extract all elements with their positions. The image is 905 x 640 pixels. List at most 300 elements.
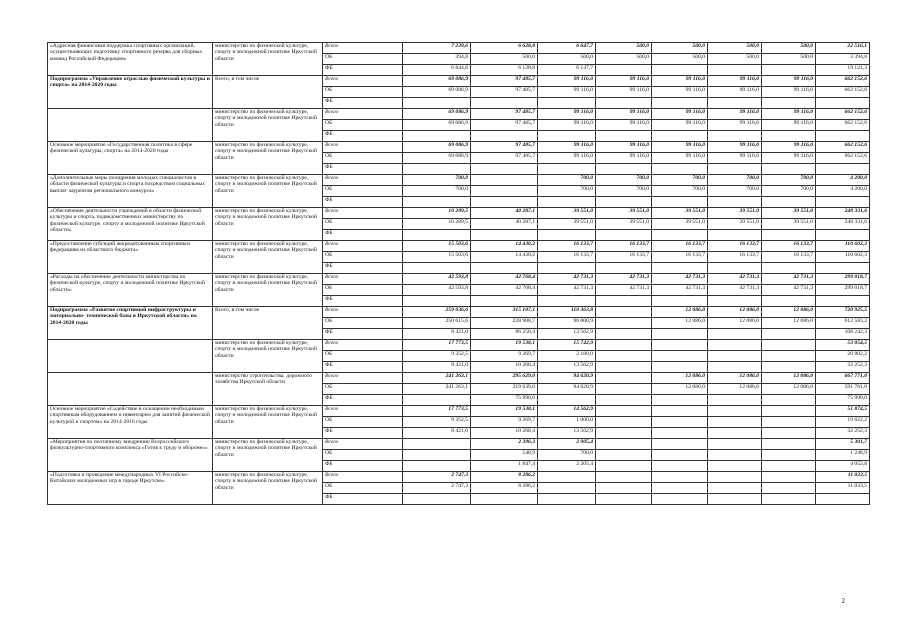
item-name-cell: «Адресная финансовая поддержка спортивных организаций, осуществляющих подготовку спортивного резерва для сборных команд Российской Федерации»	[48, 43, 213, 76]
year-amount-cell	[596, 406, 652, 417]
year-amount-cell: 99 116,0	[652, 120, 708, 131]
year-amount-cell: 99 116,0	[538, 87, 596, 98]
executor-cell: министерство по физической культуре, спорту и молодежной политике Иркутской области	[213, 274, 323, 307]
year-amount-cell: 99 116,0	[652, 76, 708, 87]
year-amount-cell	[596, 98, 652, 109]
year-amount-cell: 15 742,9	[538, 340, 596, 351]
year-amount-cell: 14 430,2	[471, 241, 538, 252]
funding-source-cell: Всего	[323, 472, 403, 483]
year-amount-cell: 700,0	[652, 175, 708, 186]
year-amount-cell: 42 768,4	[471, 274, 538, 285]
year-amount-cell: 6 647,7	[538, 43, 596, 54]
year-amount-cell	[596, 384, 652, 395]
year-amount-cell	[596, 450, 652, 461]
year-amount-cell: 6 128,8	[471, 65, 538, 76]
funding-source-cell: ФБ	[323, 461, 403, 472]
year-amount-cell: 42 731,3	[538, 285, 596, 296]
year-amount-cell: 16 133,7	[708, 241, 762, 252]
funding-source-cell: ОБ	[323, 120, 403, 131]
funding-source-cell: ФБ	[323, 65, 403, 76]
year-amount-cell	[652, 351, 708, 362]
year-amount-cell: 14 430,2	[471, 252, 538, 263]
funding-source-cell: ФБ	[323, 131, 403, 142]
total-amount-cell	[816, 230, 870, 241]
table-row	[48, 208, 870, 219]
year-amount-cell	[762, 439, 816, 450]
funding-source-cell: ОБ	[323, 384, 403, 395]
year-amount-cell: 700,0	[596, 175, 652, 186]
year-amount-cell: 99 116,0	[596, 120, 652, 131]
year-amount-cell	[762, 131, 816, 142]
year-amount-cell	[652, 197, 708, 208]
year-amount-cell	[762, 362, 816, 373]
total-amount-cell: 4 200,0	[816, 175, 870, 186]
year-amount-cell	[708, 164, 762, 175]
year-amount-cell: 99 116,0	[762, 87, 816, 98]
year-amount-cell	[762, 406, 816, 417]
year-amount-cell: 94 620,9	[538, 373, 596, 384]
year-amount-cell: 42 768,4	[471, 285, 538, 296]
year-amount-cell: 86 258,4	[471, 329, 538, 340]
year-amount-cell: 700,0	[403, 175, 471, 186]
item-name-cell	[48, 340, 213, 373]
year-amount-cell: 700,0	[708, 175, 762, 186]
year-amount-cell	[471, 296, 538, 307]
year-amount-cell: 10 268,4	[471, 362, 538, 373]
year-amount-cell	[708, 461, 762, 472]
year-amount-cell: 17 773,5	[403, 340, 471, 351]
total-amount-cell: 662 152,6	[816, 120, 870, 131]
year-amount-cell: 99 116,0	[652, 109, 708, 120]
year-amount-cell	[652, 340, 708, 351]
year-amount-cell: 16 133,7	[652, 241, 708, 252]
year-amount-cell: 10 289,5	[403, 208, 471, 219]
year-amount-cell	[652, 362, 708, 373]
executor-cell: министерство по физической культуре, спорту и молодежной политике Иркутской области	[213, 472, 323, 505]
year-amount-cell: 700,0	[652, 186, 708, 197]
funding-source-cell: ФБ	[323, 296, 403, 307]
year-amount-cell: 394,8	[403, 54, 471, 65]
table-row	[48, 274, 870, 285]
year-amount-cell	[471, 197, 538, 208]
total-amount-cell: 3 394,8	[816, 54, 870, 65]
year-amount-cell	[708, 450, 762, 461]
total-amount-cell: 662 152,6	[816, 87, 870, 98]
year-amount-cell: 6 628,8	[471, 43, 538, 54]
item-name-cell: «Предоставление субсидий аккредитованным спортивным федерациям из областного бюджета»	[48, 241, 213, 274]
year-amount-cell	[403, 439, 471, 450]
year-amount-cell	[708, 296, 762, 307]
year-amount-cell	[596, 263, 652, 274]
total-amount-cell: 1 248,9	[816, 450, 870, 461]
year-amount-cell	[538, 230, 596, 241]
year-amount-cell: 99 116,0	[538, 76, 596, 87]
table-row	[48, 175, 870, 186]
year-amount-cell: 8 421,0	[403, 428, 471, 439]
year-amount-cell: 99 116,0	[762, 120, 816, 131]
year-amount-cell	[596, 362, 652, 373]
year-amount-cell	[596, 197, 652, 208]
total-amount-cell	[816, 197, 870, 208]
total-amount-cell: 662 152,6	[816, 109, 870, 120]
year-amount-cell	[652, 417, 708, 428]
year-amount-cell: 39 551,0	[762, 208, 816, 219]
total-amount-cell: 662 152,6	[816, 153, 870, 164]
year-amount-cell	[596, 296, 652, 307]
table-row	[48, 340, 870, 351]
year-amount-cell: 40 287,1	[471, 219, 538, 230]
total-amount-cell: 299 018,7	[816, 285, 870, 296]
year-amount-cell	[652, 65, 708, 76]
year-amount-cell: 13 562,9	[538, 329, 596, 340]
item-name-cell: Подпрограмма «Управление отраслью физической культуры и спорта» на 2014-2020 годы	[48, 76, 213, 109]
year-amount-cell: 17 773,5	[403, 406, 471, 417]
year-amount-cell: 97 485,7	[471, 142, 538, 153]
year-amount-cell	[471, 175, 538, 186]
table-row	[48, 142, 870, 153]
item-name-cell: «Расходы на обеспечение деятельности министерства по физической культуре, спорту и молодежной политике Иркутской области»	[48, 274, 213, 307]
year-amount-cell: 99 116,0	[762, 142, 816, 153]
total-amount-cell: 612 583,2	[816, 318, 870, 329]
year-amount-cell: 40 287,1	[471, 208, 538, 219]
year-amount-cell	[403, 296, 471, 307]
year-amount-cell: 2 747,3	[403, 483, 471, 494]
year-amount-cell: 12 086,0	[652, 373, 708, 384]
year-amount-cell	[596, 307, 652, 318]
budget-table-body	[48, 43, 870, 505]
year-amount-cell: 99 116,0	[652, 153, 708, 164]
funding-source-cell: ФБ	[323, 329, 403, 340]
year-amount-cell	[708, 340, 762, 351]
year-amount-cell: 10 268,4	[471, 428, 538, 439]
year-amount-cell: 97 485,7	[471, 76, 538, 87]
funding-source-cell: ОБ	[323, 483, 403, 494]
total-amount-cell: 11 033,5	[816, 483, 870, 494]
year-amount-cell	[762, 450, 816, 461]
year-amount-cell: 500,0	[708, 54, 762, 65]
year-amount-cell: 39 551,0	[538, 219, 596, 230]
total-amount-cell: 108 242,3	[816, 329, 870, 340]
year-amount-cell: 99 116,0	[596, 142, 652, 153]
funding-source-cell: ОБ	[323, 450, 403, 461]
year-amount-cell	[596, 131, 652, 142]
year-amount-cell: 700,0	[708, 186, 762, 197]
year-amount-cell: 99 116,0	[708, 109, 762, 120]
executor-cell: Всего, в том числе	[213, 76, 323, 109]
year-amount-cell: 39 551,0	[708, 208, 762, 219]
year-amount-cell: 700,0	[538, 186, 596, 197]
funding-source-cell: ОБ	[323, 186, 403, 197]
total-amount-cell: 22 516,1	[816, 43, 870, 54]
year-amount-cell	[538, 131, 596, 142]
item-name-cell: «Обеспечение деятельности учреждений в области физической культуры и спорта, подведомственных министерству по физической культуре, спорту и молодежной политике Иркутской области»	[48, 208, 213, 241]
year-amount-cell	[708, 230, 762, 241]
total-amount-cell	[816, 296, 870, 307]
year-amount-cell: 16 133,7	[762, 252, 816, 263]
table-row	[48, 406, 870, 417]
year-amount-cell	[652, 131, 708, 142]
table-row	[48, 241, 870, 252]
year-amount-cell: 500,0	[471, 54, 538, 65]
year-amount-cell	[652, 164, 708, 175]
year-amount-cell: 99 116,0	[708, 87, 762, 98]
year-amount-cell: 97 485,7	[471, 153, 538, 164]
year-amount-cell: 42 731,3	[596, 285, 652, 296]
year-amount-cell: 39 551,0	[596, 208, 652, 219]
funding-source-cell: ФБ	[323, 164, 403, 175]
funding-source-cell: Всего	[323, 43, 403, 54]
year-amount-cell: 42 593,8	[403, 274, 471, 285]
year-amount-cell: 39 551,0	[538, 208, 596, 219]
year-amount-cell	[652, 329, 708, 340]
year-amount-cell	[596, 417, 652, 428]
total-amount-cell: 20 802,2	[816, 351, 870, 362]
year-amount-cell	[596, 483, 652, 494]
year-amount-cell	[652, 98, 708, 109]
funding-source-cell: ОБ	[323, 87, 403, 98]
funding-source-cell: ОБ	[323, 351, 403, 362]
year-amount-cell: 1 847,4	[471, 461, 538, 472]
year-amount-cell: 99 116,0	[708, 142, 762, 153]
year-amount-cell	[652, 296, 708, 307]
year-amount-cell	[762, 98, 816, 109]
year-amount-cell: 12 086,0	[762, 384, 816, 395]
year-amount-cell	[762, 472, 816, 483]
year-amount-cell	[538, 197, 596, 208]
total-amount-cell: 4 200,0	[816, 186, 870, 197]
year-amount-cell: 99 116,0	[762, 153, 816, 164]
year-amount-cell	[708, 263, 762, 274]
year-amount-cell	[538, 494, 596, 505]
year-amount-cell	[762, 494, 816, 505]
total-amount-cell: 110 602,3	[816, 241, 870, 252]
total-amount-cell: 720 925,5	[816, 307, 870, 318]
year-amount-cell	[708, 494, 762, 505]
year-amount-cell: 700,0	[596, 186, 652, 197]
year-amount-cell: 99 116,0	[538, 153, 596, 164]
year-amount-cell	[762, 351, 816, 362]
year-amount-cell	[538, 472, 596, 483]
year-amount-cell: 12 086,0	[762, 318, 816, 329]
year-amount-cell	[471, 164, 538, 175]
year-amount-cell	[471, 230, 538, 241]
total-amount-cell: 591 781,0	[816, 384, 870, 395]
year-amount-cell: 42 731,3	[762, 274, 816, 285]
year-amount-cell	[708, 65, 762, 76]
year-amount-cell: 16 133,7	[762, 241, 816, 252]
year-amount-cell: 12 086,0	[652, 384, 708, 395]
funding-source-cell: Всего	[323, 76, 403, 87]
year-amount-cell	[762, 329, 816, 340]
year-amount-cell: 548,9	[471, 450, 538, 461]
total-amount-cell: 19 121,3	[816, 65, 870, 76]
year-amount-cell: 12 086,0	[762, 373, 816, 384]
year-amount-cell	[708, 428, 762, 439]
year-amount-cell: 99 116,0	[762, 109, 816, 120]
year-amount-cell: 16 133,7	[708, 252, 762, 263]
year-amount-cell: 14 562,9	[538, 406, 596, 417]
item-name-cell	[48, 109, 213, 142]
funding-source-cell: ОБ	[323, 417, 403, 428]
year-amount-cell	[708, 483, 762, 494]
year-amount-cell: 16 133,7	[538, 241, 596, 252]
year-amount-cell	[403, 98, 471, 109]
year-amount-cell	[762, 197, 816, 208]
year-amount-cell: 9 269,7	[471, 417, 538, 428]
executor-cell: министерство по физической культуре, спорту и молодежной политике Иркутской области	[213, 439, 323, 472]
year-amount-cell: 16 133,7	[596, 241, 652, 252]
item-name-cell: Основное мероприятие «Государственная политика в сфере физической культуры, спорта» на 2014-2020 годы	[48, 142, 213, 175]
total-amount-cell: 248 331,6	[816, 208, 870, 219]
year-amount-cell: 97 485,7	[471, 87, 538, 98]
year-amount-cell	[538, 483, 596, 494]
year-amount-cell	[596, 494, 652, 505]
year-amount-cell: 16 133,7	[596, 252, 652, 263]
funding-source-cell: ОБ	[323, 153, 403, 164]
year-amount-cell: 42 731,3	[762, 285, 816, 296]
year-amount-cell	[708, 417, 762, 428]
year-amount-cell	[762, 395, 816, 406]
funding-source-cell: ОБ	[323, 285, 403, 296]
funding-source-cell: Всего	[323, 142, 403, 153]
year-amount-cell	[596, 439, 652, 450]
year-amount-cell: 94 620,9	[538, 384, 596, 395]
item-name-cell: Подпрограмма «Развитие спортивной инфраструктуры и материально- технической базы в Иркутской области» на 2014-2020 годы	[48, 307, 213, 340]
year-amount-cell: 42 731,3	[708, 285, 762, 296]
year-amount-cell: 99 116,0	[596, 109, 652, 120]
table-row	[48, 76, 870, 87]
item-name-cell	[48, 373, 213, 406]
funding-source-cell: Всего	[323, 208, 403, 219]
total-amount-cell: 662 152,6	[816, 142, 870, 153]
year-amount-cell: 16 133,7	[652, 252, 708, 263]
year-amount-cell	[403, 450, 471, 461]
year-amount-cell: 15 503,6	[403, 241, 471, 252]
year-amount-cell	[762, 417, 816, 428]
year-amount-cell	[596, 472, 652, 483]
funding-source-cell: ОБ	[323, 318, 403, 329]
total-amount-cell: 32 252,3	[816, 428, 870, 439]
funding-source-cell: ФБ	[323, 395, 403, 406]
item-name-cell: «Дополнительные меры поощрения молодых специалистов в области физической культуры и спорта посредством социальных выплат лауреатам регионального конкурса»	[48, 175, 213, 208]
funding-source-cell: Всего	[323, 406, 403, 417]
year-amount-cell: 42 593,8	[403, 285, 471, 296]
year-amount-cell: 12 086,0	[762, 307, 816, 318]
year-amount-cell: 9 269,7	[471, 351, 538, 362]
item-name-cell: «Мероприятия по поэтапному внедрению Всероссийского физкультурно-спортивного комплекса «Готов к труду и обороне»»	[48, 439, 213, 472]
item-name-cell: «Подготовка и проведение международных VI Российско-Китайских молодежных игр в городе Иркутске»	[48, 472, 213, 505]
year-amount-cell: 2 905,4	[538, 439, 596, 450]
year-amount-cell: 99 116,0	[708, 153, 762, 164]
year-amount-cell	[596, 318, 652, 329]
year-amount-cell: 69 086,9	[403, 142, 471, 153]
total-amount-cell: 110 602,3	[816, 252, 870, 263]
year-amount-cell: 39 551,0	[708, 219, 762, 230]
year-amount-cell	[708, 395, 762, 406]
year-amount-cell: 99 116,0	[538, 142, 596, 153]
year-amount-cell	[652, 406, 708, 417]
year-amount-cell: 69 086,9	[403, 87, 471, 98]
year-amount-cell: 2 180,0	[538, 351, 596, 362]
table-row	[48, 472, 870, 483]
year-amount-cell: 39 551,0	[596, 219, 652, 230]
funding-source-cell: Всего	[323, 307, 403, 318]
table-row	[48, 373, 870, 384]
total-amount-cell: 299 018,7	[816, 274, 870, 285]
year-amount-cell: 12 086,0	[708, 384, 762, 395]
year-amount-cell: 9 352,5	[403, 351, 471, 362]
year-amount-cell	[762, 428, 816, 439]
year-amount-cell	[596, 461, 652, 472]
table-row	[48, 43, 870, 54]
year-amount-cell	[596, 351, 652, 362]
year-amount-cell	[708, 362, 762, 373]
year-amount-cell	[708, 197, 762, 208]
year-amount-cell: 19 538,1	[471, 406, 538, 417]
funding-source-cell: ФБ	[323, 494, 403, 505]
year-amount-cell	[596, 65, 652, 76]
total-amount-cell: 53 054,5	[816, 340, 870, 351]
total-amount-cell: 11 033,5	[816, 472, 870, 483]
year-amount-cell	[652, 472, 708, 483]
total-amount-cell	[816, 263, 870, 274]
executor-cell: министерство по физической культуре, спорту и молодежной политике Иркутской области	[213, 340, 323, 373]
funding-source-cell: Всего	[323, 373, 403, 384]
year-amount-cell: 315 107,1	[471, 307, 538, 318]
year-amount-cell: 12 086,0	[708, 307, 762, 318]
year-amount-cell: 75 990,0	[471, 395, 538, 406]
year-amount-cell	[708, 98, 762, 109]
year-amount-cell	[652, 450, 708, 461]
year-amount-cell	[652, 428, 708, 439]
year-amount-cell	[538, 296, 596, 307]
year-amount-cell	[471, 131, 538, 142]
year-amount-cell: 97 485,7	[471, 120, 538, 131]
year-amount-cell	[538, 395, 596, 406]
year-amount-cell: 99 116,0	[538, 109, 596, 120]
table-row	[48, 439, 870, 450]
year-amount-cell: 42 731,3	[708, 274, 762, 285]
year-amount-cell	[652, 263, 708, 274]
year-amount-cell: 15 503,6	[403, 252, 471, 263]
year-amount-cell: 259 036,6	[403, 307, 471, 318]
year-amount-cell: 13 562,9	[538, 362, 596, 373]
year-amount-cell: 2 396,3	[471, 439, 538, 450]
year-amount-cell	[708, 131, 762, 142]
year-amount-cell: 110 363,8	[538, 307, 596, 318]
year-amount-cell	[652, 483, 708, 494]
funding-source-cell: Всего	[323, 274, 403, 285]
total-amount-cell	[816, 98, 870, 109]
item-name-cell: Основное мероприятие «Содействие в оснащении необходимым спортивным оборудованием и инвентарем для занятий физической культурой и спортом» на 2014-2016 годы	[48, 406, 213, 439]
funding-source-cell: ФБ	[323, 230, 403, 241]
year-amount-cell	[596, 395, 652, 406]
year-amount-cell: 16 133,7	[538, 252, 596, 263]
year-amount-cell: 99 116,0	[596, 76, 652, 87]
executor-cell: министерство по физической культуре, спорту и молодежной политике Иркутской области	[213, 175, 323, 208]
total-amount-cell: 51 874,5	[816, 406, 870, 417]
total-amount-cell: 248 331,6	[816, 219, 870, 230]
year-amount-cell: 42 731,3	[538, 274, 596, 285]
year-amount-cell: 700,0	[403, 186, 471, 197]
year-amount-cell	[403, 494, 471, 505]
total-amount-cell	[816, 494, 870, 505]
year-amount-cell: 500,0	[596, 54, 652, 65]
year-amount-cell	[762, 483, 816, 494]
year-amount-cell: 42 731,3	[652, 285, 708, 296]
year-amount-cell	[652, 230, 708, 241]
year-amount-cell: 19 538,1	[471, 340, 538, 351]
